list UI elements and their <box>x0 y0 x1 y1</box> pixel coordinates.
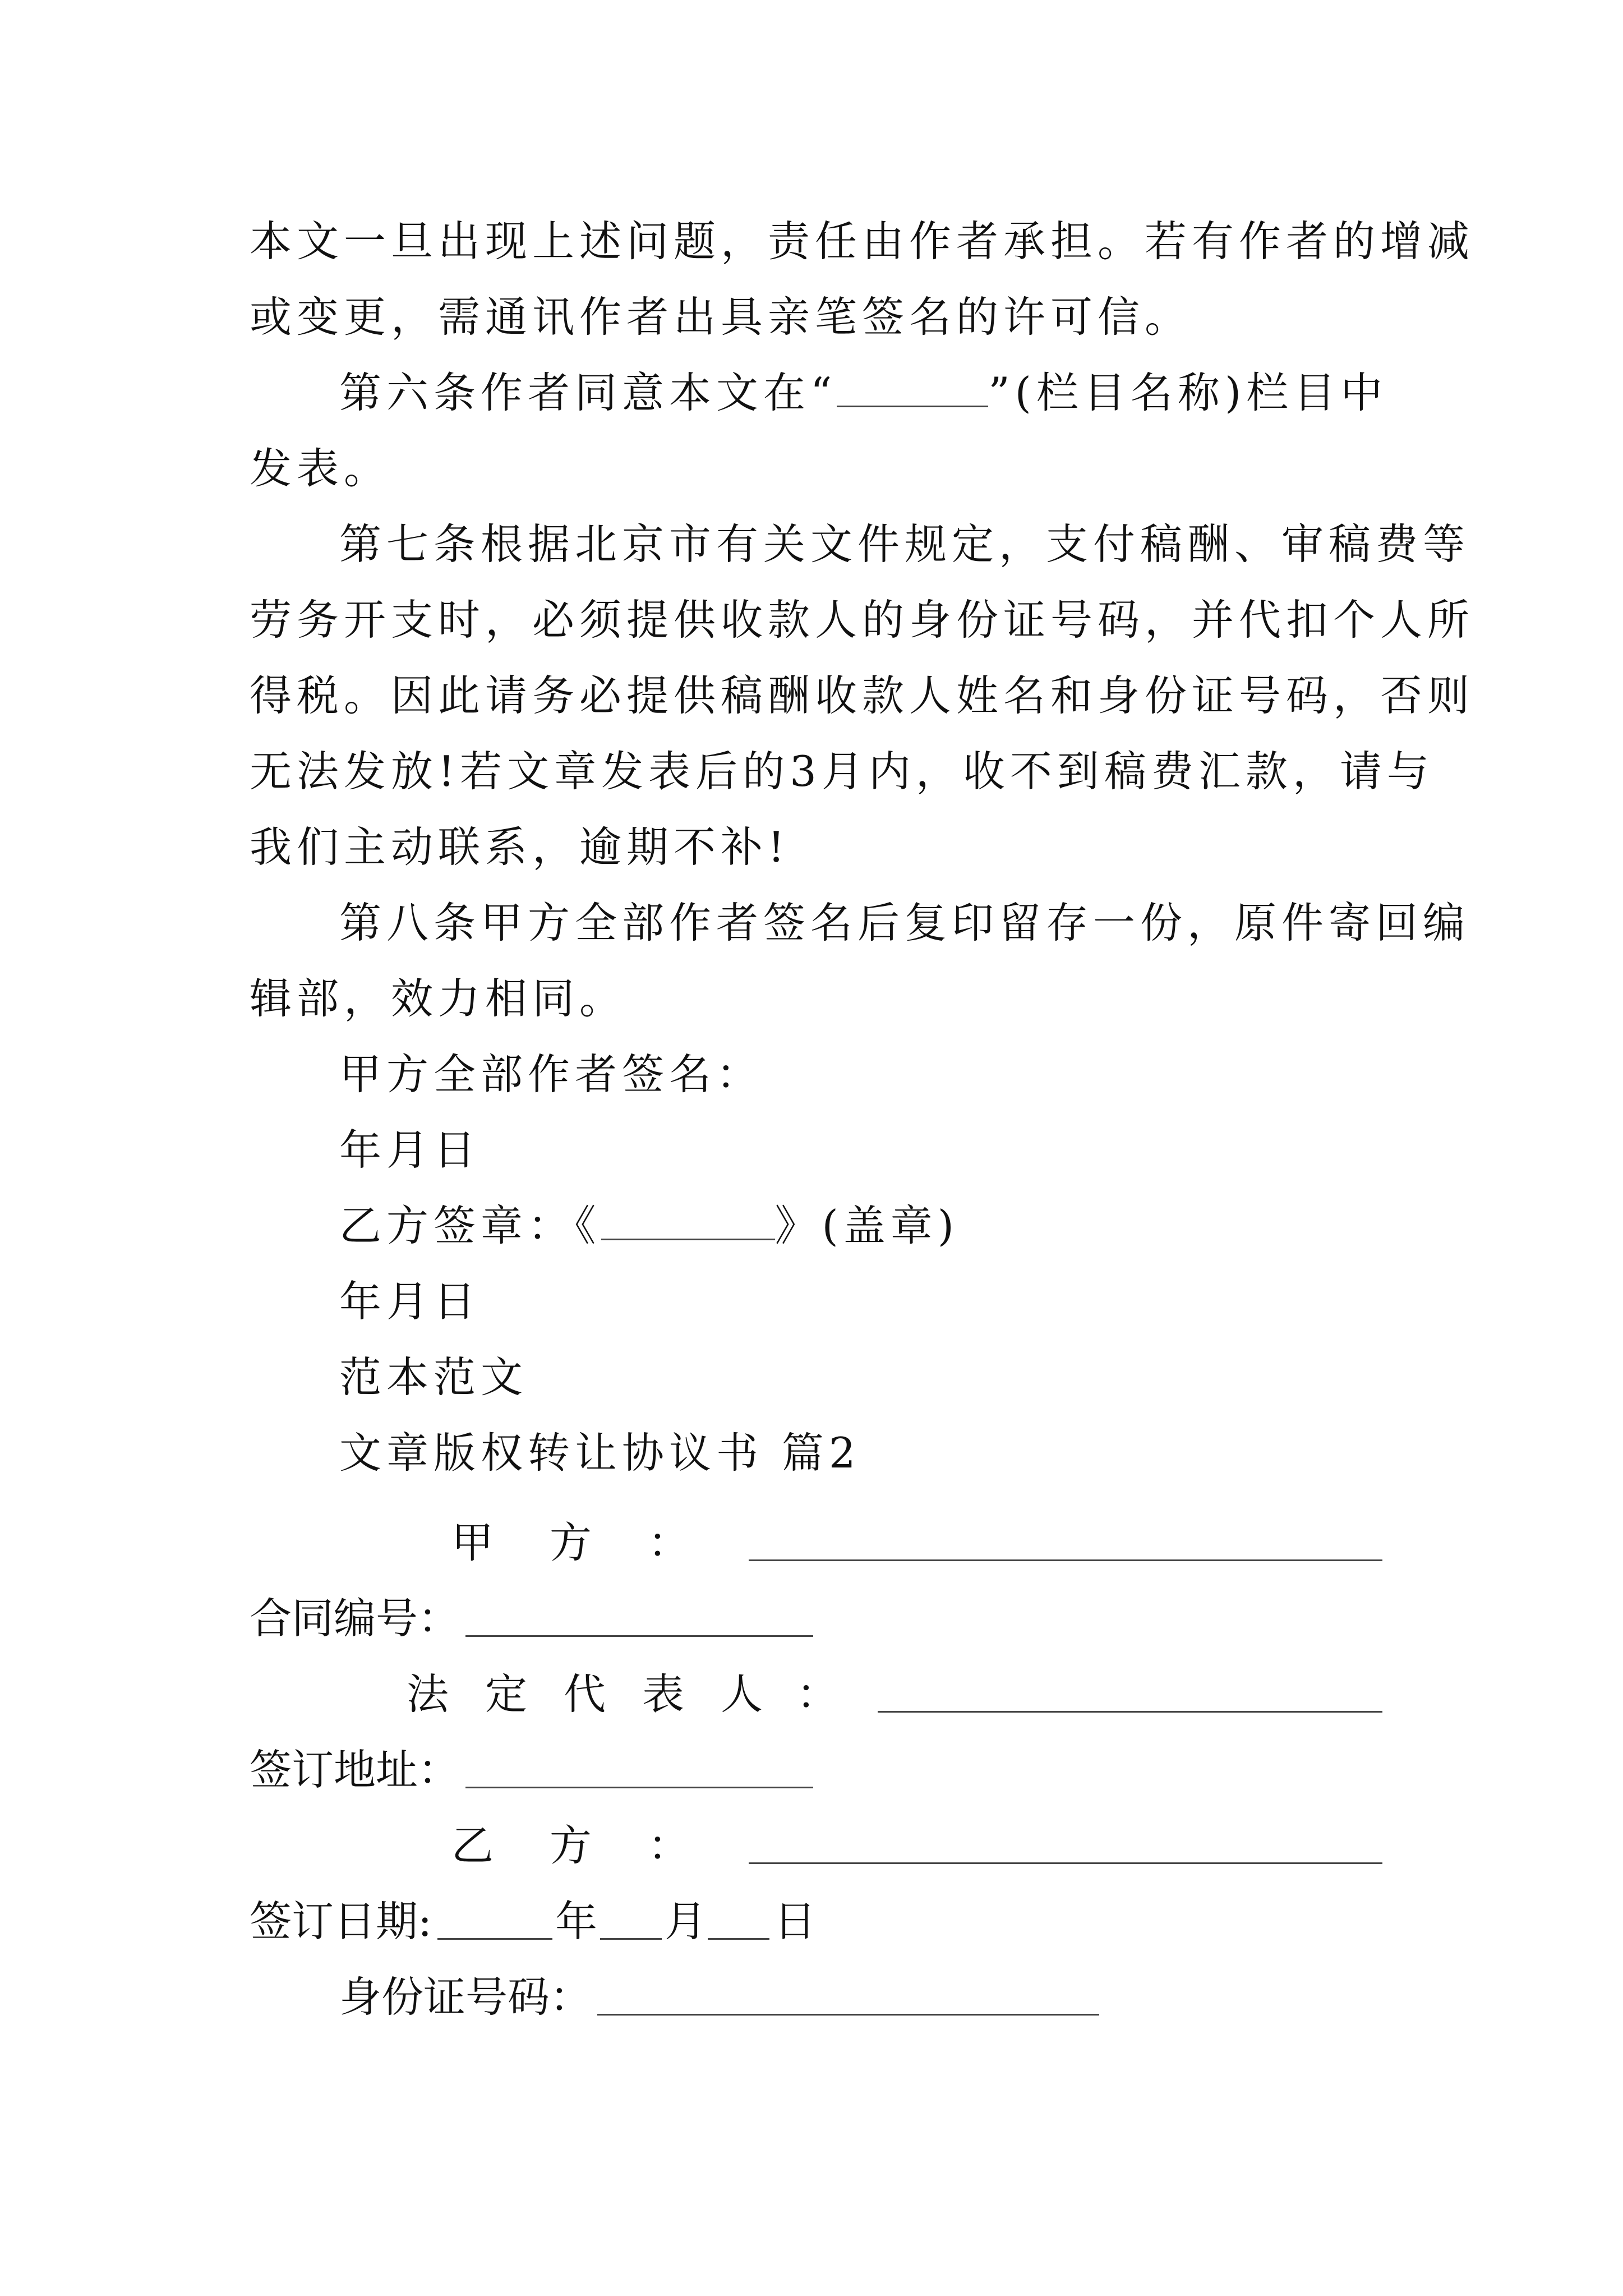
day-label: 日 <box>774 1897 817 1946</box>
year-label: 年 <box>555 1897 598 1946</box>
journal-name-blank <box>601 1205 775 1240</box>
section-title: 文章版权转让协议书 篇2 <box>339 1428 861 1478</box>
sign-date-row <box>250 1893 432 1949</box>
sign-date-label: 签订日期: <box>250 1897 432 1946</box>
id-number-field[interactable] <box>597 2014 1099 2016</box>
paragraph-line: 发表。 <box>250 444 391 493</box>
legal-representative-field[interactable] <box>878 1711 1382 1713</box>
label-char: 人 <box>721 1669 763 1719</box>
label-char: 表 <box>642 1669 685 1719</box>
label-char: 甲 <box>451 1518 494 1567</box>
party-a-field[interactable] <box>749 1559 1382 1561</box>
label-char: ： <box>648 1518 690 1567</box>
seal-note: 》(盖章) <box>774 1201 960 1250</box>
party-b-field[interactable] <box>749 1862 1382 1864</box>
date-line: 年月日 <box>339 1277 481 1326</box>
paragraph-line: 我们主动联系，逾期不补! <box>250 822 790 872</box>
party-a-signature-label: 甲方全部作者签名： <box>339 1050 764 1099</box>
sign-address-field[interactable] <box>465 1787 813 1788</box>
paragraph-line: 无法发放!若文章发表后的3月内，收不到稿费汇款，请与 <box>250 747 1434 796</box>
id-number-label: 身份证号码： <box>339 1972 592 2022</box>
sign-day-field[interactable] <box>708 1938 769 1940</box>
article-7-line: 第七条根据北京市有关文件规定，支付稿酬、审稿费等 <box>339 519 1470 569</box>
sample-label: 范本范文 <box>339 1352 528 1402</box>
legal-representative-label <box>0 1666 841 1722</box>
label-char: 代 <box>564 1669 606 1719</box>
party-b-label <box>0 1818 785 1874</box>
label-char: 方 <box>550 1821 592 1870</box>
label-char: 法 <box>407 1669 449 1719</box>
label-char: ： <box>648 1821 690 1870</box>
paragraph-line: 或变更，需通讯作者出具亲笔签名的许可信。 <box>250 292 1192 342</box>
paragraph-line: 辑部，效力相同。 <box>250 974 627 1023</box>
contract-number-label: 合同编号： <box>250 1594 460 1643</box>
sign-year-field[interactable] <box>437 1938 552 1940</box>
date-line: 年月日 <box>339 1125 481 1175</box>
article-6-text-b: ”(栏目名称)栏目中 <box>988 368 1388 417</box>
sign-address-label: 签订地址： <box>250 1745 460 1795</box>
label-char: 方 <box>550 1518 592 1567</box>
party-b-seal-label: 乙方签章：《 <box>339 1201 601 1250</box>
label-char: 定 <box>485 1669 528 1719</box>
article-6-line <box>339 365 1388 421</box>
paragraph-line: 得税。因此请务必提供稿酬收款人姓名和身份证号码，否则 <box>250 671 1475 720</box>
paragraph-line: 本文一旦出现上述问题，责任由作者承担。若有作者的增减 <box>250 217 1475 266</box>
column-name-blank <box>837 372 988 407</box>
article-6-text-a: 第六条作者同意本文在“ <box>339 368 837 417</box>
article-8-line: 第八条甲方全部作者签名后复印留存一份，原件寄回编 <box>339 898 1470 947</box>
party-a-label <box>0 1515 785 1571</box>
party-b-seal-line <box>339 1198 1382 1254</box>
label-char: ： <box>796 1669 839 1719</box>
contract-number-field[interactable] <box>465 1635 813 1637</box>
sign-month-field[interactable] <box>600 1938 662 1940</box>
label-char: 乙 <box>451 1821 494 1870</box>
month-label: 月 <box>665 1897 707 1946</box>
paragraph-line: 劳务开支时，必须提供收款人的身份证号码，并代扣个人所 <box>250 595 1475 645</box>
